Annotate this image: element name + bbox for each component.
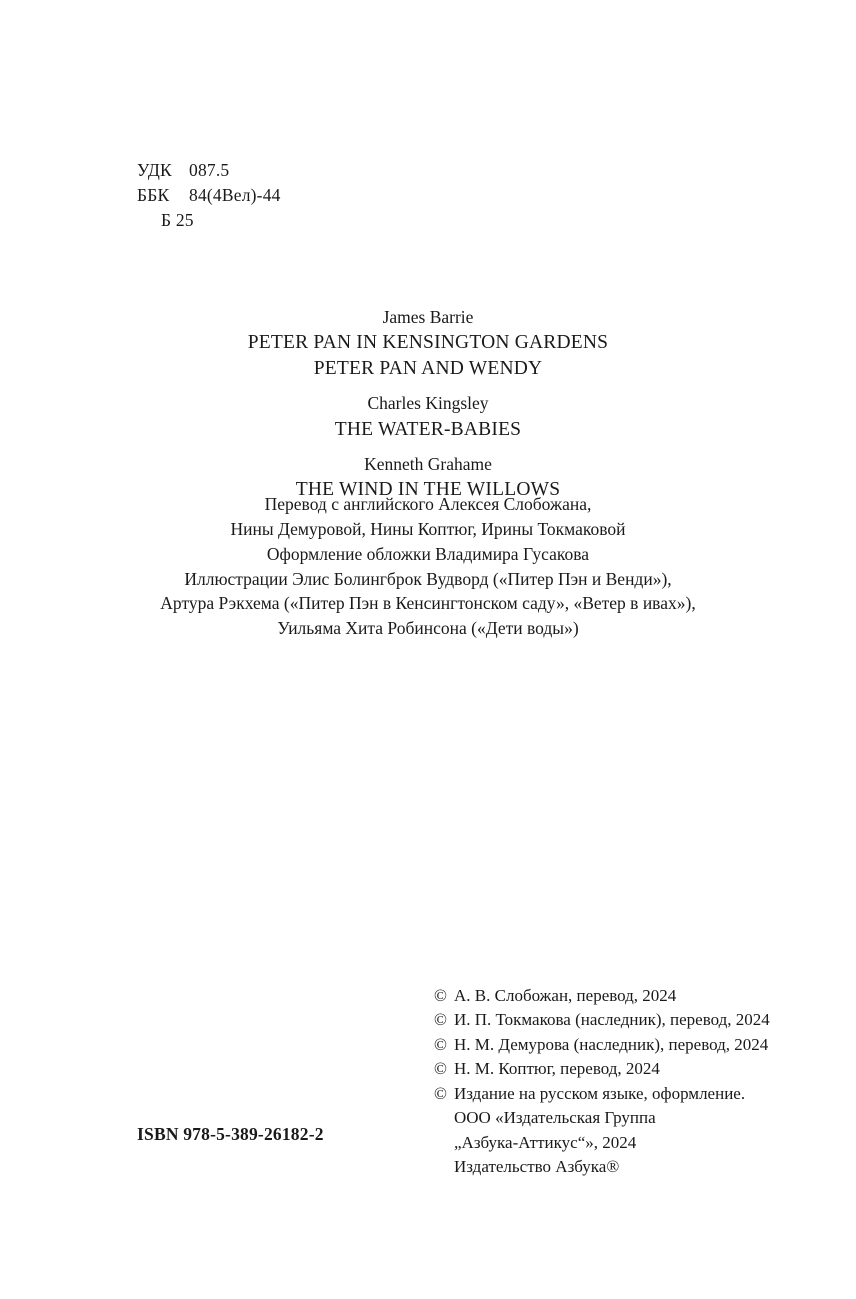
udk-row: [137, 158, 281, 183]
credit-line: Артура Рэкхема («Питер Пэн в Кенсингтонском саду», «Ветер в ивах»),: [160, 593, 696, 614]
works-block: [0, 305, 856, 503]
copyright-symbol: ©: [434, 1010, 447, 1030]
copyright-line: [434, 1131, 770, 1155]
copyright-symbol: ©: [434, 1034, 447, 1054]
credits-block: [0, 492, 856, 641]
work-title: PETER PAN AND WENDY: [313, 358, 543, 380]
credit-line: Нины Демуровой, Нины Коптюг, Ирины Токмаковой: [230, 518, 626, 539]
classification-block: [137, 158, 281, 233]
copyright-line: [434, 1057, 770, 1081]
copyright-line: [434, 1008, 770, 1032]
copyright-text: Издание на русском языке, оформление.: [454, 1083, 746, 1103]
copyright-symbol: ©: [434, 1083, 447, 1103]
work-title: PETER PAN IN KENSINGTON GARDENS: [247, 332, 609, 354]
credit-line: Уильяма Хита Робинсона («Дети воды»): [277, 618, 579, 639]
credit-line: Перевод с английского Алексея Слобожана,: [264, 494, 592, 514]
work-entry: [0, 391, 856, 442]
copyright-line: [434, 984, 770, 1008]
copyright-line: [434, 1106, 770, 1130]
work-author: Charles Kingsley: [367, 393, 489, 414]
shelf-mark: Б 25: [161, 209, 194, 230]
bbk-row: [137, 183, 281, 208]
copyright-text: А. В. Слобожан, перевод, 2024: [454, 986, 677, 1005]
udk-label: УДК: [137, 160, 172, 180]
copyright-line: [434, 1082, 770, 1106]
copyright-line: [434, 1155, 770, 1179]
copyright-symbol: ©: [434, 1059, 447, 1079]
udk-value: 087.5: [189, 160, 230, 180]
work-author: James Barrie: [382, 307, 474, 327]
bbk-value: 84(4Вел)-44: [189, 184, 281, 205]
copyright-text: И. П. Токмакова (наследник), перевод, 2024: [454, 1010, 770, 1030]
copyright-block: [434, 984, 770, 1180]
shelf-row: [137, 208, 281, 233]
copyright-text: „Азбука-Аттикус“», 2024: [454, 1132, 637, 1152]
credit-line: Иллюстрации Элис Болингброк Вудворд («Питер Пэн и Венди»),: [184, 568, 672, 589]
copyright-text: ООО «Издательская Группа: [454, 1108, 656, 1128]
copyright-text: Н. М. Демурова (наследник), перевод, 2024: [454, 1034, 769, 1054]
work-title: THE WATER-BABIES: [334, 418, 522, 440]
copyright-symbol: ©: [434, 986, 447, 1005]
work-title: THE WIND IN THE WILLOWS: [295, 478, 561, 500]
copyright-text: Издательство Азбука®: [454, 1157, 620, 1177]
work-author: Kenneth Grahame: [364, 453, 492, 474]
copyright-line: [434, 1033, 770, 1057]
bbk-label: ББК: [137, 184, 170, 205]
credit-line: Оформление обложки Владимира Гусакова: [266, 543, 590, 564]
work-entry: [0, 305, 856, 382]
copyright-text: Н. М. Коптюг, перевод, 2024: [454, 1059, 660, 1079]
isbn: ISBN 978-5-389-26182-2: [137, 1124, 324, 1144]
